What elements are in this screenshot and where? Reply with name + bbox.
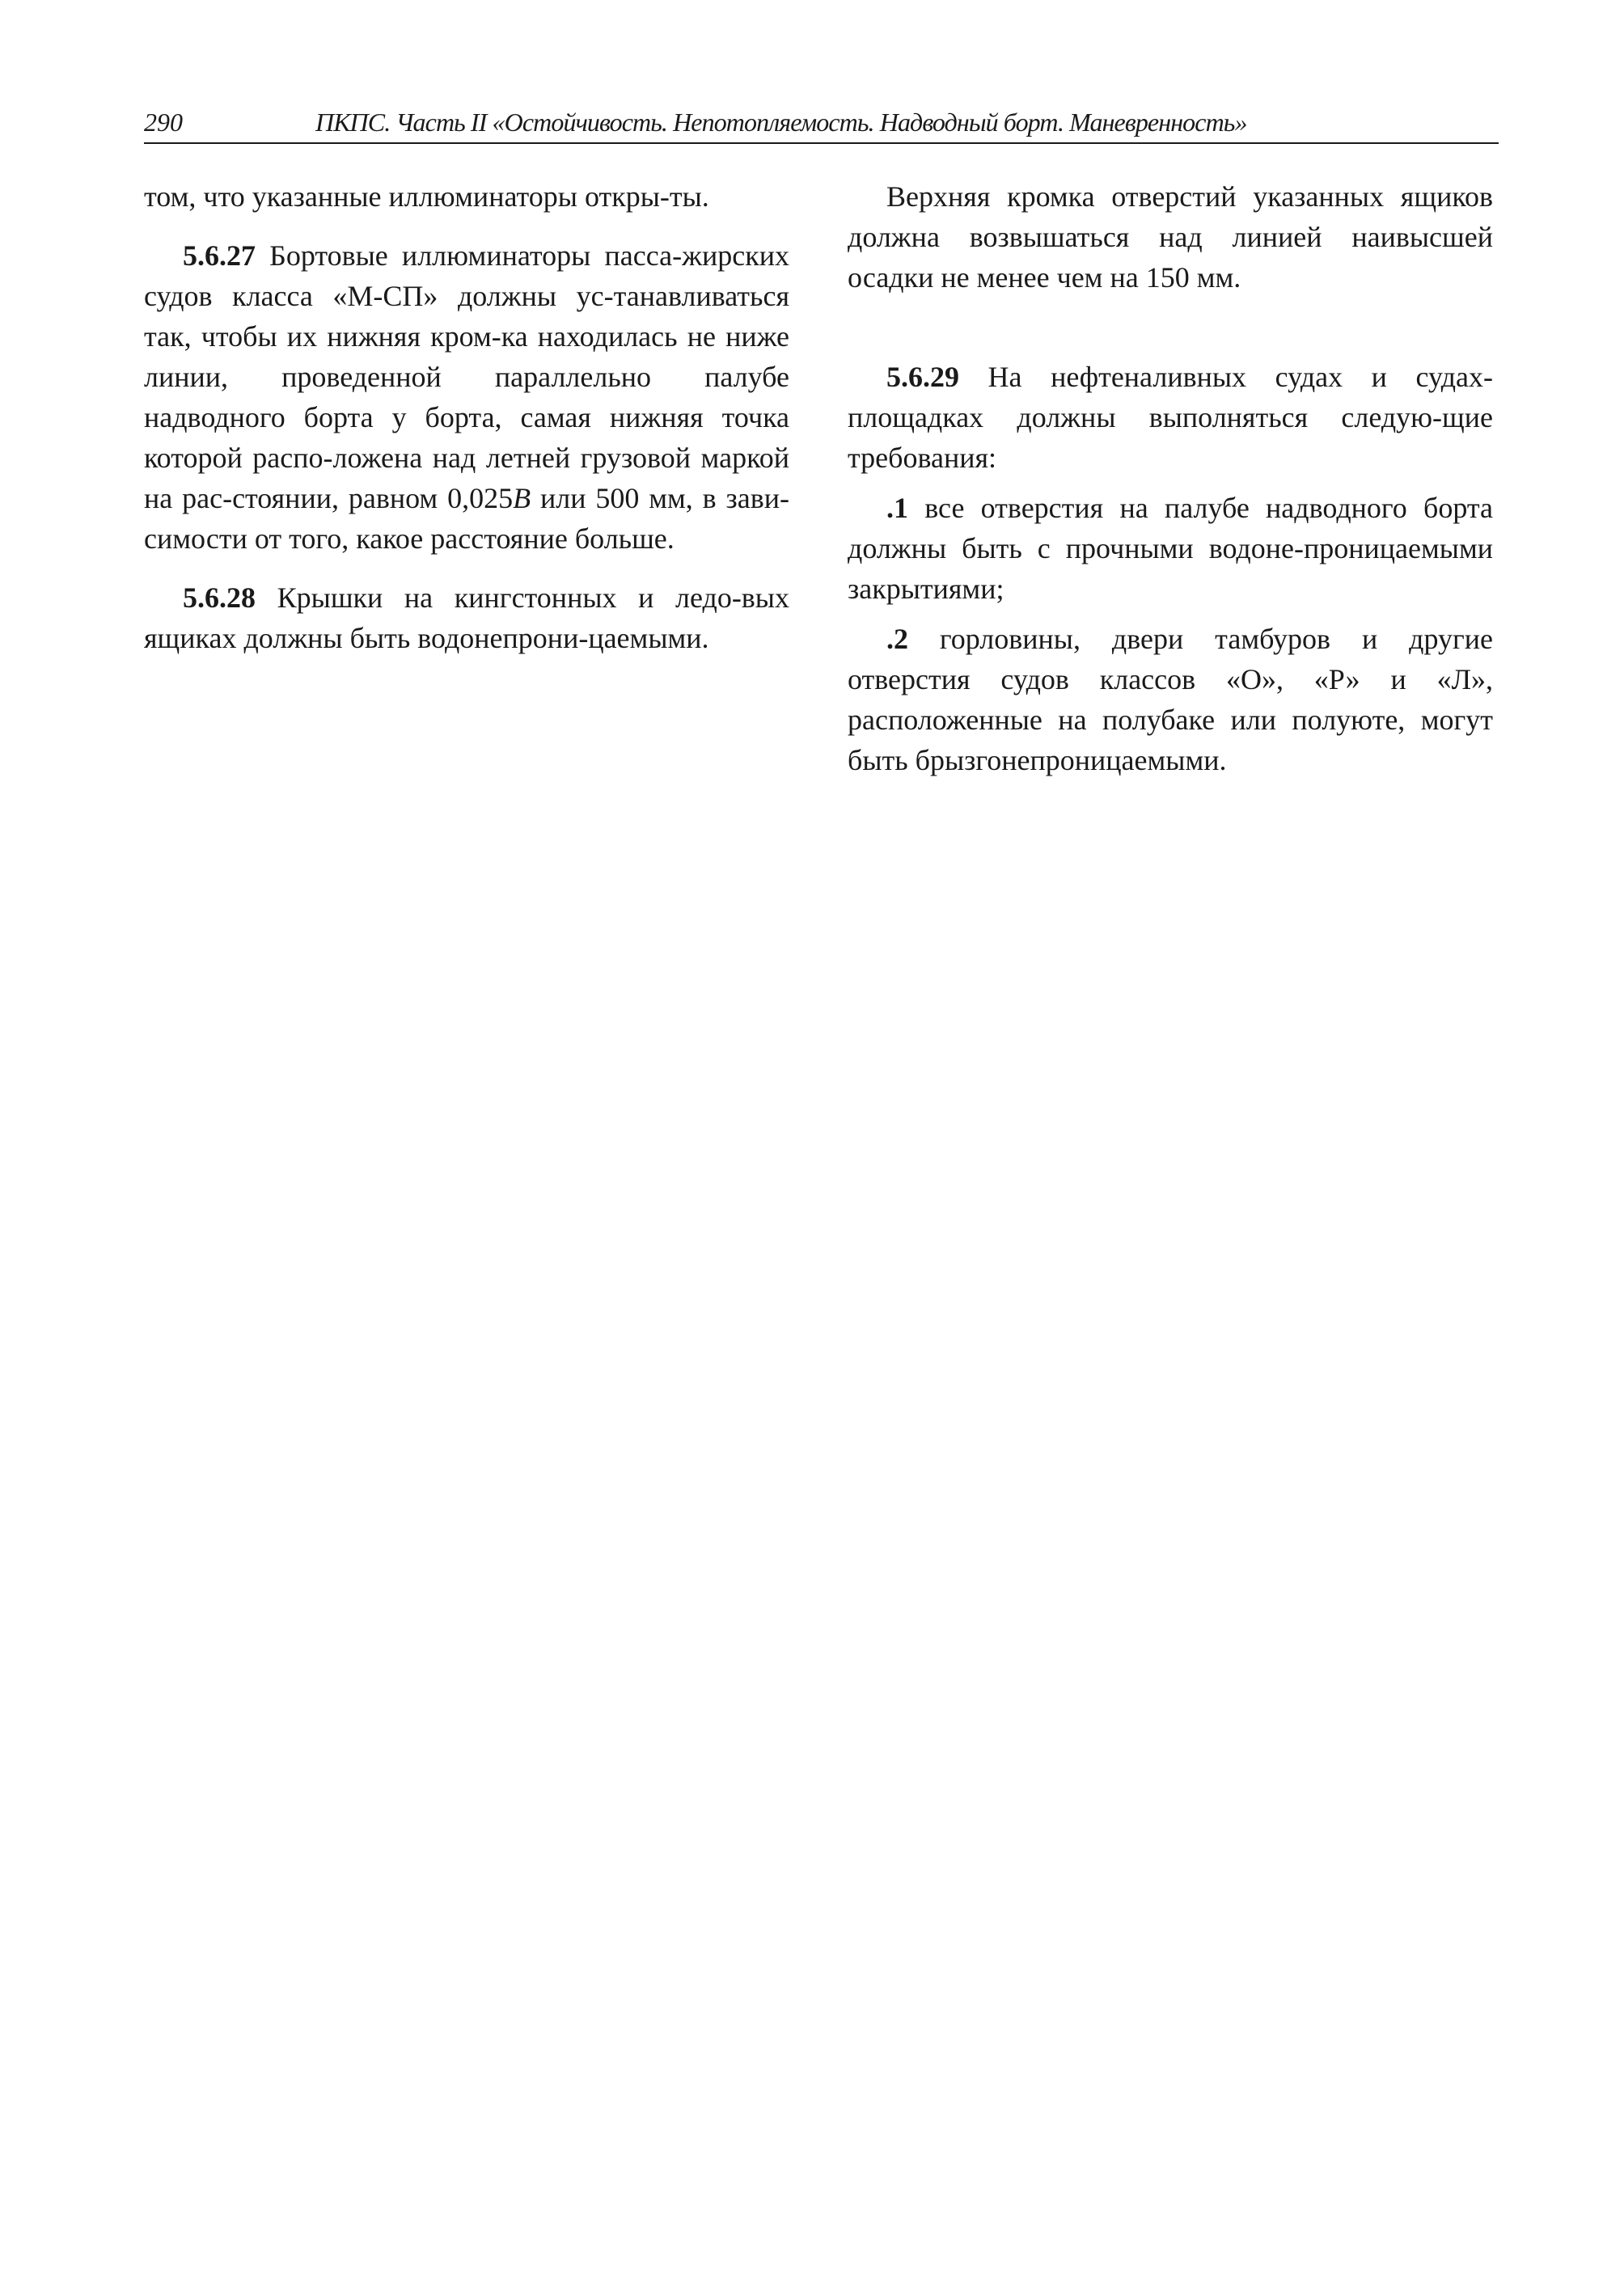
item-text: горловины, двери тамбуров и другие отверстия судов классов «О», «Р» и «Л», расположенные на полубаке или полуюте, могут быть брызгонепроницаемыми.	[848, 623, 1493, 776]
document-page	[144, 102, 1499, 776]
page-number: 290	[144, 108, 183, 137]
right-column	[848, 176, 1493, 780]
list-item-1	[848, 488, 1493, 609]
clause-text: На нефтеналивных судах и судах-площадках должны выполняться следую-щие требования:	[848, 361, 1493, 474]
clause-5-6-28	[144, 577, 789, 658]
clause-text: Бортовые иллюминаторы пасса-жирских судов класса «М-СП» должны ус-танавливаться так, чтобы их нижняя кром-ка находилась не ниже линии, проведенной параллельно палубе надводного борта у борта, самая нижняя точка которой распо-ложена над летней грузовой маркой на рас-стоянии, равном 0,025	[144, 239, 789, 514]
clause-text: Крышки на кингстонных и ледо-вых ящиках должны быть водонепрони-цаемыми.	[144, 581, 789, 654]
running-header	[144, 102, 1499, 144]
clause-text-tail: или 500 мм, в зави-симости от того, какое расстояние больше.	[144, 482, 789, 555]
item-number: .2	[886, 623, 908, 655]
left-column	[144, 176, 789, 658]
item-text: все отверстия на палубе надводного борта должны быть с прочными водоне-проницаемыми закрытиями;	[848, 492, 1493, 605]
clause-5-6-29	[848, 357, 1493, 478]
list-item-2	[848, 619, 1493, 780]
clause-number: 5.6.27	[183, 239, 256, 272]
clause-number: 5.6.29	[886, 361, 959, 393]
clause-number: 5.6.28	[183, 581, 256, 614]
continuation-paragraph-left: том, что указанные иллюминаторы откры-ты.	[144, 180, 709, 213]
item-number: .1	[886, 492, 908, 524]
continuation-paragraph-right: Верхняя кромка отверстий указанных ящиков должна возвышаться над линией наивысшей осадки не менее чем на 150 мм.	[848, 180, 1493, 294]
clause-5-6-27	[144, 235, 789, 559]
header-title: ПКПС. Часть II «Остойчивость. Непотопляемость. Надводный борт. Маневренность»	[315, 108, 1247, 137]
variable-b: B	[513, 482, 531, 514]
